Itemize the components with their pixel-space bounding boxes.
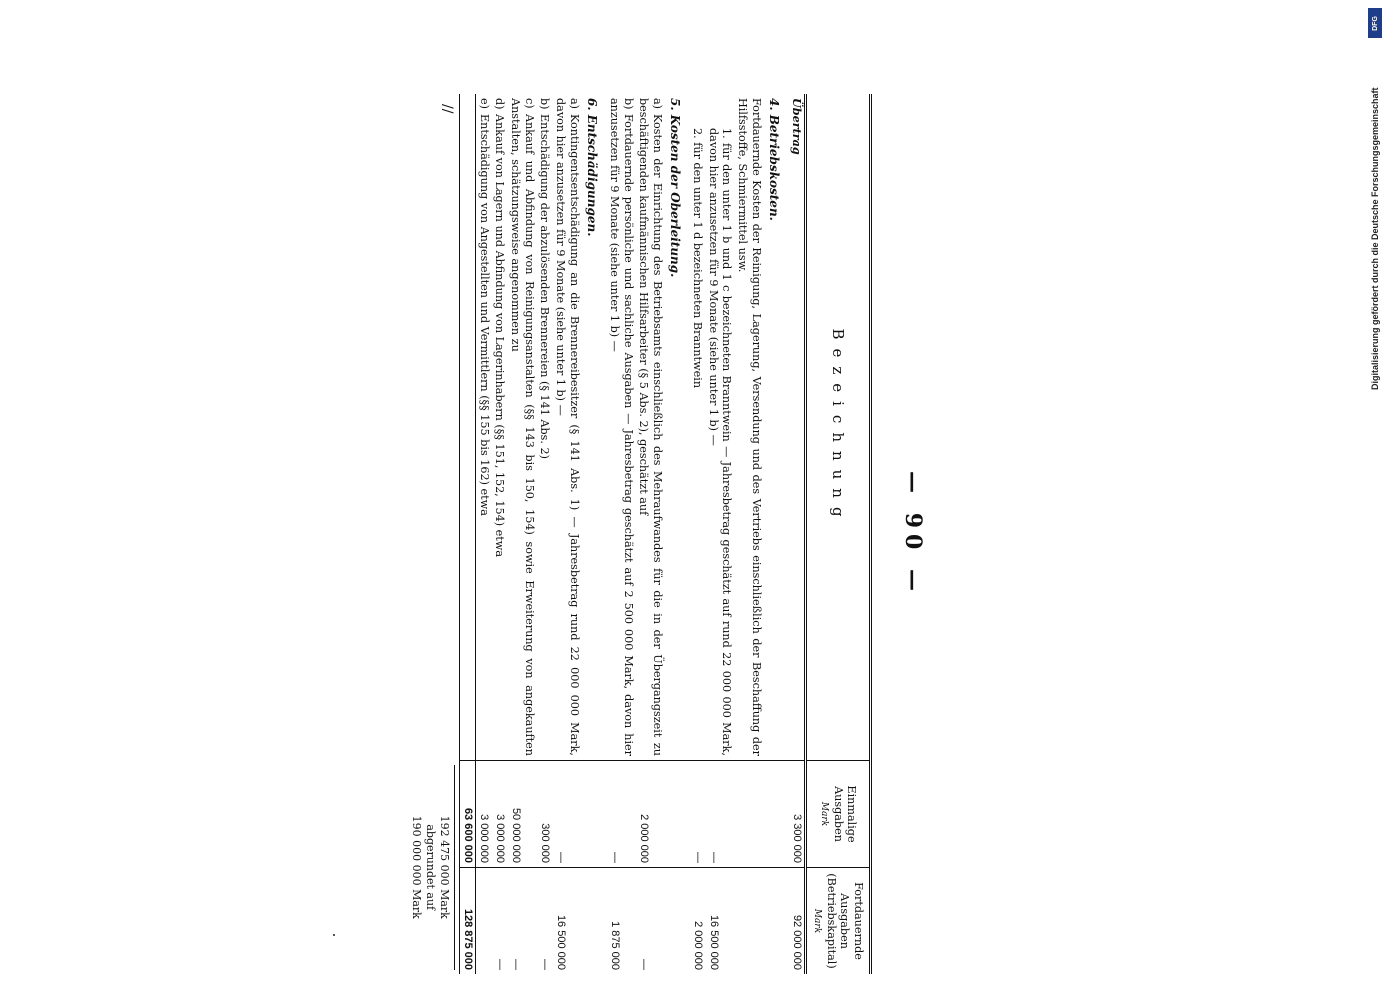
page-number: — 90 — (900, 471, 926, 597)
section6-d-recurring: — (492, 868, 508, 975)
section5-a-text: Kosten der Einrichtung des Betriebsamts einschließlich des Mehraufwandes für die in der Übergangszeit zu beschäftigenden kaufmännischen Hilfsarbeiter (§ 5 Abs. 2), geschätzt auf (637, 98, 664, 756)
section6-c-once: 50 000 000 (507, 761, 536, 868)
header-once-label: Einmalige Ausgaben (831, 785, 859, 843)
section6-d (492, 94, 508, 761)
section5-a-once: 2 000 000 (636, 761, 665, 868)
section5-a-recurring: — (636, 868, 665, 975)
section6-a-label: a) (567, 98, 581, 110)
section6-b-recurring: — (537, 868, 553, 975)
dfg-logo-icon: DFG (1368, 8, 1382, 38)
section6-e-text: Entschädigung von Angestellten und Vermittlern (§§ 155 bis 162) etwa (477, 114, 491, 516)
section4-item1-recurring: 16 500 000 (705, 868, 734, 975)
sum-row (459, 94, 475, 974)
section4-item1-once: — (705, 761, 734, 868)
dfg-credit-text: Digitalisierung gefördert durch die Deutsche Forschungsgemeinschaft (1370, 87, 1380, 390)
section6-c-text: Ankauf und Abfindung von Reinigungsanstalten (§§ 143 bis 150, 154) sowie Erweiterung von angekauften Anstalten, schätzungsweise angenommen zu (509, 98, 536, 756)
section6-b-label: b) (538, 98, 552, 110)
header-once (806, 761, 871, 868)
section5-b-once: — (606, 761, 635, 868)
ending-row (408, 94, 459, 974)
section6-d-label: d) (493, 98, 507, 110)
table-row (476, 94, 492, 974)
section6-a-text: Kontingentsentschädigung an die Brennereibesitzer (§ 141 Abs. 1) — Jahresbetrag rund 22 000 000 Mark, davon hier anzusetzen für 9 Monate (siehe unter 1 b) — (553, 98, 581, 756)
section6-e-recurring (476, 868, 492, 975)
table-row (788, 94, 805, 974)
header-recurring-label: Fortdauernde Ausgaben (Betriebskapital) (824, 873, 865, 969)
section4-intro: Fortdauernde Kosten der Reinigung, Lagerung, Versendung und des Vertriebs einschließlich der Beschaffung der Hilfsstoffe, Schmiermittel usw. (736, 98, 763, 756)
section6-c-label: c) (522, 98, 536, 109)
header-recurring-unit: Mark (812, 908, 823, 934)
section-title-row (665, 94, 690, 974)
section5-a-label: a) (650, 98, 664, 110)
section6-a-recurring: 16 500 000 (552, 868, 581, 975)
section6-e (476, 94, 492, 761)
rounded-total: 190 000 000 Mark (410, 815, 424, 919)
section6-a (552, 94, 581, 761)
table-row (606, 94, 635, 974)
uebertrag-recurring: 92 000 000 (788, 868, 805, 975)
scan-speck (333, 934, 335, 936)
table-row (507, 94, 536, 974)
header-recurring (806, 868, 871, 975)
table-row (537, 94, 553, 974)
section-title-row (582, 94, 607, 974)
section6-e-label: e) (477, 98, 491, 109)
sum-recurring: 128 875 000 (459, 868, 475, 975)
header-description (806, 94, 871, 761)
table-row (705, 94, 734, 974)
header-once-unit: Mark (818, 801, 829, 827)
section5-b-recurring: 1 875 000 (606, 868, 635, 975)
sum-once: 63 600 000 (459, 761, 475, 868)
section6-title: 6. Entschädigungen. (585, 98, 600, 237)
header-description-label: Bezeichnung (829, 328, 848, 526)
section5-a (636, 94, 665, 761)
table-row (690, 94, 706, 974)
grand-total: 192 475 000 Mark (437, 815, 451, 919)
table-row (636, 94, 665, 974)
section4-item2-once: — (690, 761, 706, 868)
section4-item2-recurring: 2 000 000 (690, 868, 706, 975)
section-title-row (764, 94, 789, 974)
uebertrag-once: 3 300 000 (788, 761, 805, 868)
section6-c-recurring: — (507, 868, 536, 975)
section6-e-once: 3 000 000 (476, 761, 492, 868)
ending-mark: // (438, 104, 455, 114)
section6-b (537, 94, 553, 761)
section6-a-once: — (552, 761, 581, 868)
document-page (144, 84, 944, 984)
table-row (734, 94, 763, 974)
dfg-credit (1367, 10, 1383, 990)
section6-b-text: Entschädigung der abzulösenden Brennereien (§ 141 Abs. 2) (538, 114, 552, 459)
section5-b-text: Fortdauernde persönliche und sachliche Ausgaben — Jahresbetrag geschätzt auf 2 500 000 Mark, davon hier anzusetzen für 9 Monate (siehe unter 1 b) — (607, 98, 635, 756)
section5-title: 5. Kosten der Oberleitung. (668, 98, 683, 278)
section6-b-once: 300 000 (537, 761, 553, 868)
table-row (552, 94, 581, 974)
section5-b (606, 94, 635, 761)
section4-title: 4. Betriebskosten. (767, 98, 782, 221)
table-header-row (806, 94, 871, 974)
section5-b-label: b) (621, 98, 635, 110)
rounded-label: abgerundet auf (423, 824, 437, 911)
section6-d-once: 3 000 000 (492, 761, 508, 868)
table-row (492, 94, 508, 974)
uebertrag-label: Übertrag (790, 98, 805, 155)
section4-item1-text: 1. für den unter 1 b und 1 c bezeichneten Branntwein — Jahresbetrag geschätzt auf rund 22 000 000 Mark, davon hier anzusetzen für 9 Monate (siehe unter 1 b) — (706, 128, 734, 756)
section6-c (507, 94, 536, 761)
section4-item2-text: 2. für den unter 1 d bezeichneten Branntwein (691, 128, 705, 389)
section6-d-text: Ankauf von Lagern und Abfindung von Lagerinhabern (§§ 151, 152, 154) etwa (493, 114, 507, 558)
grand-total-block (409, 765, 454, 971)
budget-table (408, 94, 872, 974)
